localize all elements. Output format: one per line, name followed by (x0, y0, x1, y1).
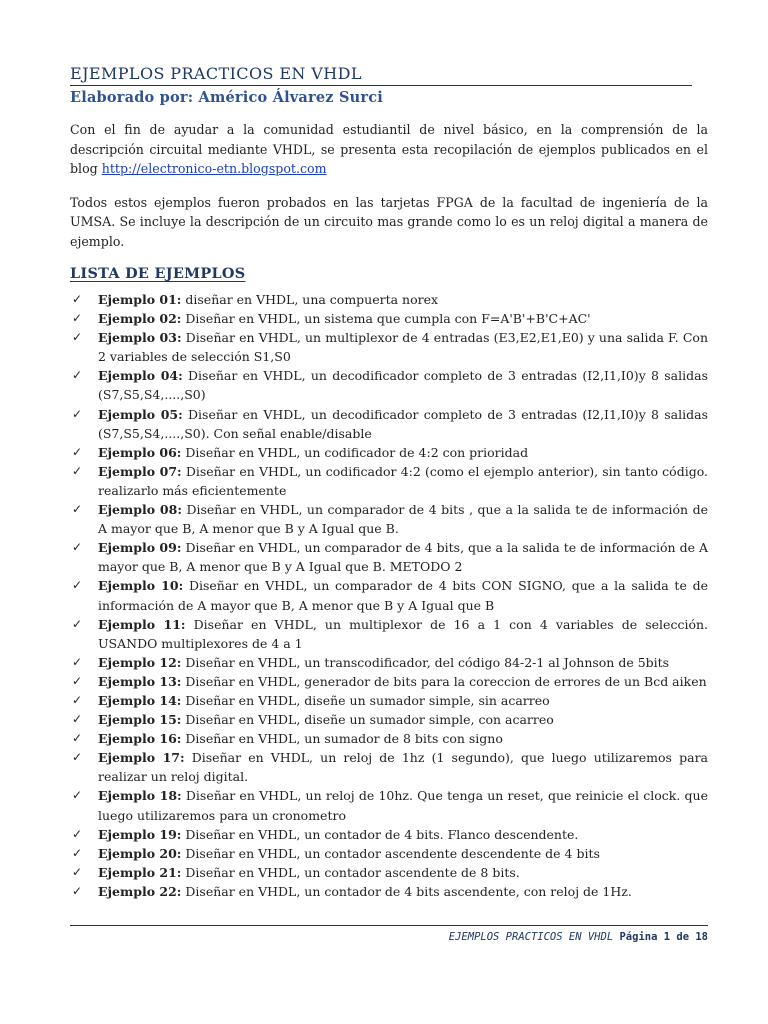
checkmark-icon: ✓ (72, 368, 83, 383)
checkmark-icon: ✓ (72, 712, 83, 727)
example-description: Diseñar en VHDL, un contador ascendente descendente de 4 bits (181, 845, 600, 861)
example-description: Diseñar en VHDL, un comparador de 4 bits, que a la salida te de información de A mayor que B, A menor que B y A Igual que B. METODO 2 (98, 540, 708, 575)
example-description: Diseñar en VHDL, un reloj de 1hz (1 segundo), que luego utilizaremos para realizar un reloj digital. (98, 750, 708, 785)
list-item (70, 786, 708, 824)
example-label: Ejemplo 13: (98, 673, 182, 689)
example-label: Ejemplo 11: (98, 616, 186, 632)
example-label: Ejemplo 19: (98, 826, 182, 842)
list-item (70, 863, 708, 882)
list-item (70, 443, 708, 462)
example-description: Diseñar en VHDL, un transcodificador, del código 84-2-1 al Johnson de 5bits (181, 654, 670, 670)
document-title: EJEMPLOS PRACTICOS EN VHDL (70, 64, 692, 86)
list-item (70, 825, 708, 844)
example-label: Ejemplo 15: (98, 712, 182, 728)
example-description: Diseñar en VHDL, un comparador de 4 bits , que a la salida te de información de A mayor que B, A menor que B y A Igual que B. (98, 502, 708, 537)
checkmark-icon: ✓ (72, 883, 83, 898)
example-label: Ejemplo 07: (98, 463, 182, 479)
example-label: Ejemplo 21: (98, 864, 182, 880)
checkmark-icon: ✓ (72, 673, 83, 688)
checkmark-icon: ✓ (72, 826, 83, 841)
checkmark-icon: ✓ (72, 692, 83, 707)
examples-list (70, 290, 708, 901)
example-description: Diseñar en VHDL, un comparador de 4 bits CON SIGNO, que a la salida te de información de A mayor que B, A menor que B y A Igual que B (98, 578, 708, 613)
list-item (70, 328, 708, 366)
example-description: Diseñar en VHDL, un contador ascendente de 8 bits. (181, 864, 520, 880)
list-item (70, 309, 708, 328)
checkmark-icon: ✓ (72, 330, 83, 345)
checkmark-icon: ✓ (72, 616, 83, 631)
footer-doc-title: EJEMPLOS PRACTICOS EN VHDL (448, 931, 614, 943)
example-label: Ejemplo 12: (98, 654, 182, 670)
checkmark-icon: ✓ (72, 578, 83, 593)
checkmark-icon: ✓ (72, 311, 83, 326)
list-item (70, 844, 708, 863)
checkmark-icon: ✓ (72, 864, 83, 879)
list-item (70, 615, 708, 653)
footer-divider (70, 925, 708, 926)
example-label: Ejemplo 10: (98, 578, 184, 594)
list-item (70, 672, 708, 691)
checkmark-icon: ✓ (72, 731, 83, 746)
checkmark-icon: ✓ (72, 654, 83, 669)
checkmark-icon: ✓ (72, 463, 83, 478)
example-label: Ejemplo 05: (98, 406, 183, 422)
document-page (70, 64, 708, 901)
list-item (70, 653, 708, 672)
example-label: Ejemplo 02: (98, 311, 182, 327)
checkmark-icon: ✓ (72, 540, 83, 555)
list-item (70, 729, 708, 748)
intro-paragraph-1 (70, 120, 708, 179)
list-item (70, 500, 708, 538)
example-label: Ejemplo 18: (98, 788, 182, 804)
example-description: Diseñar en VHDL, un reloj de 10hz. Que tenga un reset, que reinicie el clock. que luego utilizaremos para un cronometro (98, 788, 708, 823)
example-label: Ejemplo 04: (98, 368, 183, 384)
checkmark-icon: ✓ (72, 750, 83, 765)
list-item (70, 366, 708, 404)
example-description: Diseñar en VHDL, un contador de 4 bits ascendente, con reloj de 1Hz. (181, 883, 632, 899)
checkmark-icon: ✓ (72, 292, 83, 306)
list-item (70, 748, 708, 786)
example-description: Diseñar en VHDL, diseñe un sumador simple, sin acarreo (181, 692, 550, 708)
example-label: Ejemplo 03: (98, 330, 182, 346)
example-label: Ejemplo 01: (98, 292, 182, 307)
list-item (70, 691, 708, 710)
checkmark-icon: ✓ (72, 444, 83, 459)
example-description: Diseñar en VHDL, un codificador de 4:2 con prioridad (181, 444, 529, 460)
example-description: Diseñar en VHDL, un decodificador completo de 3 entradas (I2,I1,I0)y 8 salidas (S7,S5,S4,....,S0) (98, 368, 709, 403)
example-description: Diseñar en VHDL, un sistema que cumpla con F=A'B'+B'C+AC' (181, 311, 591, 327)
example-label: Ejemplo 20: (98, 845, 182, 861)
example-description: Diseñar en VHDL, generador de bits para la coreccion de errores de un Bcd aiken (181, 673, 707, 689)
checkmark-icon: ✓ (72, 406, 83, 421)
list-item (70, 576, 708, 614)
list-item (70, 462, 708, 500)
example-description: Diseñar en VHDL, un contador de 4 bits. Flanco descendente. (181, 826, 579, 842)
example-label: Ejemplo 09: (98, 540, 182, 556)
list-item (70, 538, 708, 576)
example-description: Diseñar en VHDL, un multiplexor de 16 a 1 con 4 variables de selección. USANDO multiplexores de 4 a 1 (98, 616, 708, 651)
example-label: Ejemplo 16: (98, 731, 182, 747)
checkmark-icon: ✓ (72, 788, 83, 803)
example-label: Ejemplo 14: (98, 692, 182, 708)
example-description: Diseñar en VHDL, diseñe un sumador simple, con acarreo (181, 712, 554, 728)
example-label: Ejemplo 22: (98, 883, 182, 899)
intro-paragraph-2: Todos estos ejemplos fueron probados en las tarjetas FPGA de la facultad de ingeniería de la UMSA. Se incluye la descripción de un circuito mas grande como lo es un reloj digital a manera de ejemplo. (70, 194, 708, 249)
list-heading: LISTA DE EJEMPLOS (70, 265, 246, 282)
example-label: Ejemplo 06: (98, 444, 182, 460)
example-description: Diseñar en VHDL, un decodificador completo de 3 entradas (I2,I1,I0)y 8 salidas (S7,S5,S4,....,S0). Con señal enable/disable (98, 406, 709, 441)
example-label: Ejemplo 17: (98, 750, 185, 766)
example-description: Diseñar en VHDL, un sumador de 8 bits con signo (181, 731, 503, 747)
page-number: Página 1 de 18 (619, 931, 708, 943)
list-item (70, 290, 708, 309)
page-footer (449, 931, 708, 943)
example-description: Diseñar en VHDL, un codificador 4:2 (como el ejemplo anterior), sin tanto código. realizarlo más eficientemente (98, 463, 708, 498)
list-item (70, 710, 708, 729)
author-line: Elaborado por: Américo Álvarez Surci (70, 89, 383, 106)
list-item (70, 405, 708, 443)
example-description: diseñar en VHDL, una compuerta norex (181, 292, 439, 307)
checkmark-icon: ✓ (72, 502, 83, 517)
list-item (70, 882, 708, 901)
checkmark-icon: ✓ (72, 845, 83, 860)
example-label: Ejemplo 08: (98, 502, 182, 518)
example-description: Diseñar en VHDL, un multiplexor de 4 entradas (E3,E2,E1,E0) y una salida F. Con 2 variables de selección S1,S0 (98, 330, 708, 365)
intro-text-1: Con el fin de ayudar a la comunidad estudiantil de nivel básico, en la comprensión de la descripción circuital mediante VHDL, se presenta esta recopilación de ejemplos publicados en el blog (70, 122, 708, 176)
blog-link[interactable]: http://electronico-etn.blogspot.com (101, 161, 327, 176)
